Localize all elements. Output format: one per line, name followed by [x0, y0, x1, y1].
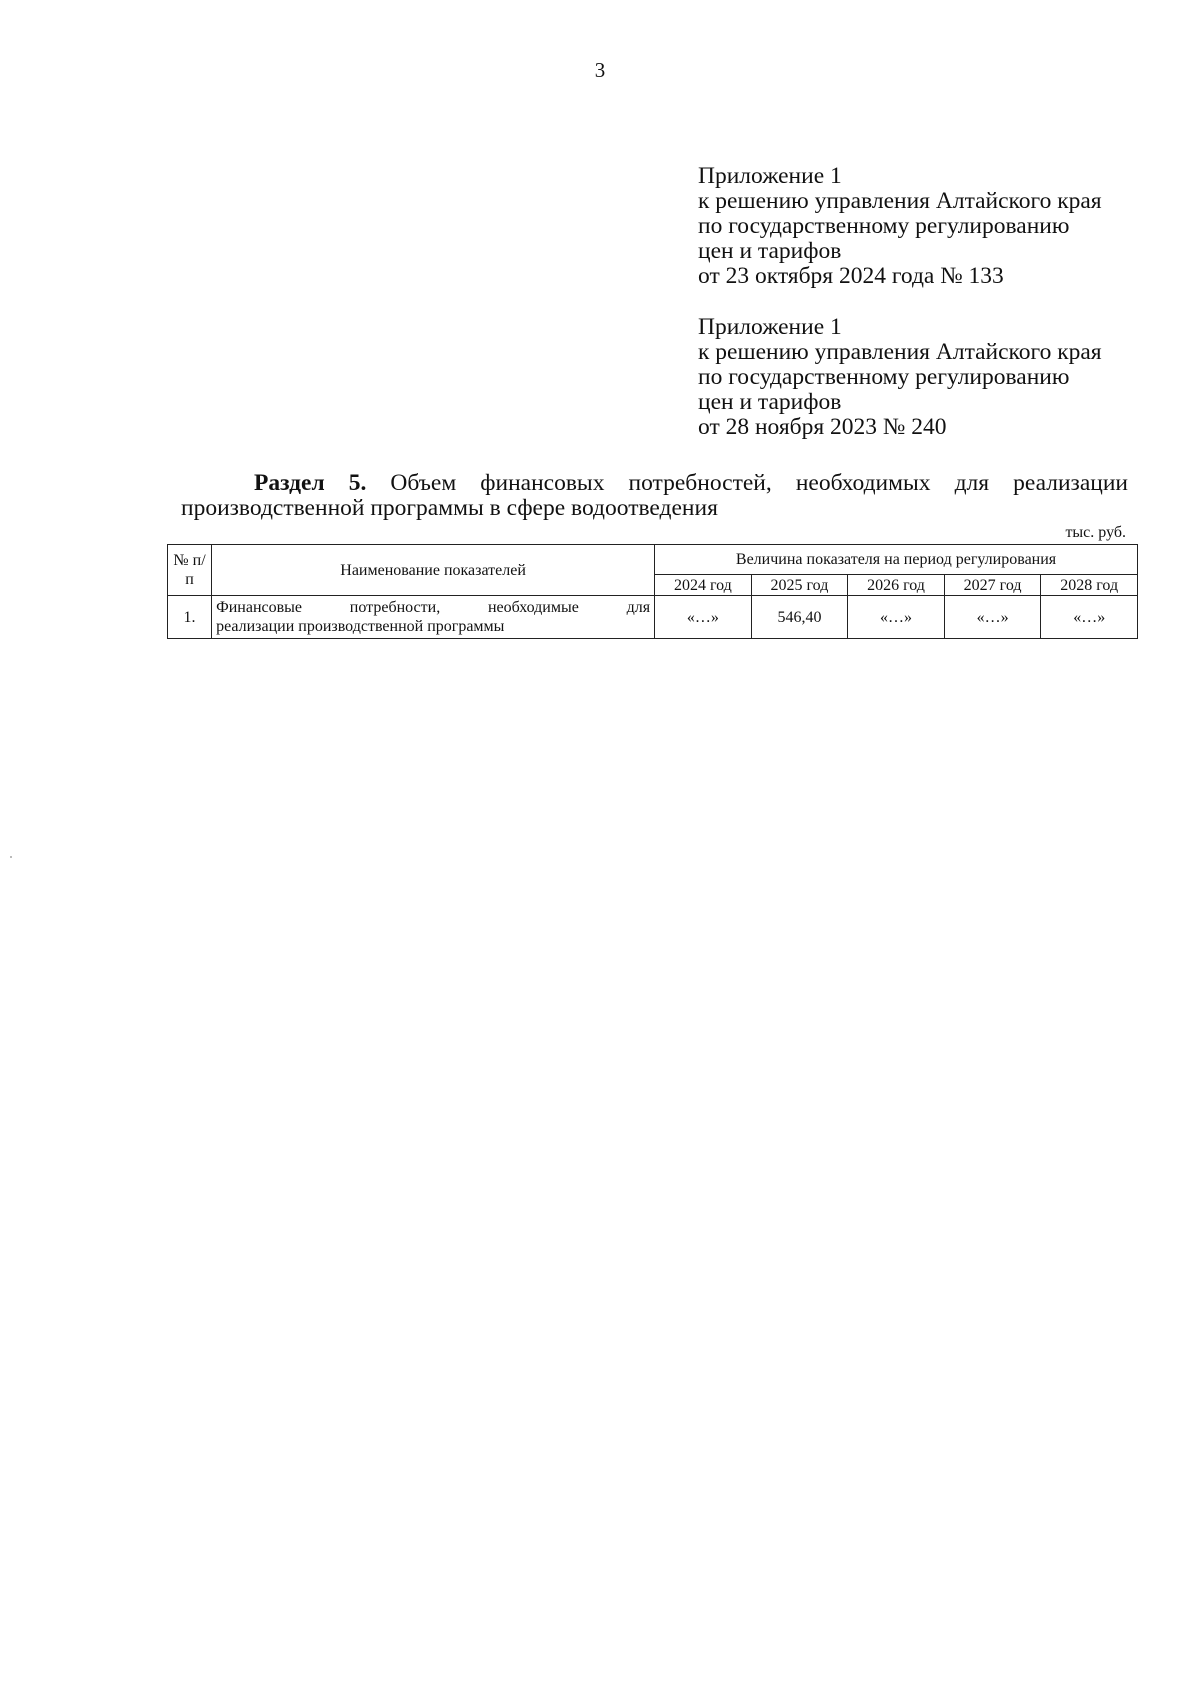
- appendix-line: к решению управления Алтайского края: [698, 188, 1102, 214]
- header-year: 2026 год: [848, 575, 945, 596]
- appendix-line: к решению управления Алтайского края: [698, 339, 1102, 365]
- appendix-line: цен и тарифов: [698, 389, 842, 415]
- section-heading-line-1: [181, 471, 1128, 496]
- appendix-line: от 23 октября 2024 года № 133: [698, 263, 1004, 289]
- appendix-line: Приложение 1: [698, 314, 842, 340]
- row-value: «…»: [655, 596, 752, 639]
- row-indicator-name-line-1: Финансовые потребности, необходимые для: [216, 599, 651, 616]
- appendix-line: цен и тарифов: [698, 238, 842, 264]
- row-indicator-name-line-2: реализации производственной программы: [216, 618, 505, 635]
- row-value: «…»: [848, 596, 945, 639]
- scan-speck: [10, 856, 12, 858]
- section-heading-line-2: производственной программы в сфере водоотведения: [181, 495, 718, 521]
- row-number: 1.: [168, 596, 212, 639]
- header-year: 2028 год: [1041, 575, 1138, 596]
- table-row: [168, 596, 1138, 639]
- section-title-text: Объем финансовых потребностей, необходимых для реализации: [390, 470, 1128, 496]
- section-heading: [181, 471, 1128, 521]
- appendix-line: по государственному регулированию: [698, 364, 1070, 390]
- appendix-previous-note: [698, 315, 1178, 440]
- header-period: Величина показателя на период регулирования: [655, 545, 1138, 575]
- units-label: тыс. руб.: [1065, 524, 1126, 541]
- header-year: 2024 год: [655, 575, 752, 596]
- row-value: 546,40: [751, 596, 848, 639]
- row-value: «…»: [944, 596, 1041, 639]
- appendix-current-note: [698, 164, 1178, 289]
- row-indicator-name: [212, 596, 655, 639]
- financial-needs-table: [167, 544, 1138, 639]
- page-number: 3: [594, 58, 606, 82]
- appendix-line: по государственному регулированию: [698, 213, 1070, 239]
- header-indicator-name: Наименование показателей: [212, 545, 655, 596]
- row-value: «…»: [1041, 596, 1138, 639]
- appendix-line: от 28 ноября 2023 № 240: [698, 414, 947, 440]
- section-label: Раздел 5.: [254, 470, 367, 496]
- appendix-line: Приложение 1: [698, 163, 842, 189]
- header-number: № п/п: [168, 545, 212, 596]
- header-year: 2027 год: [944, 575, 1041, 596]
- header-year: 2025 год: [751, 575, 848, 596]
